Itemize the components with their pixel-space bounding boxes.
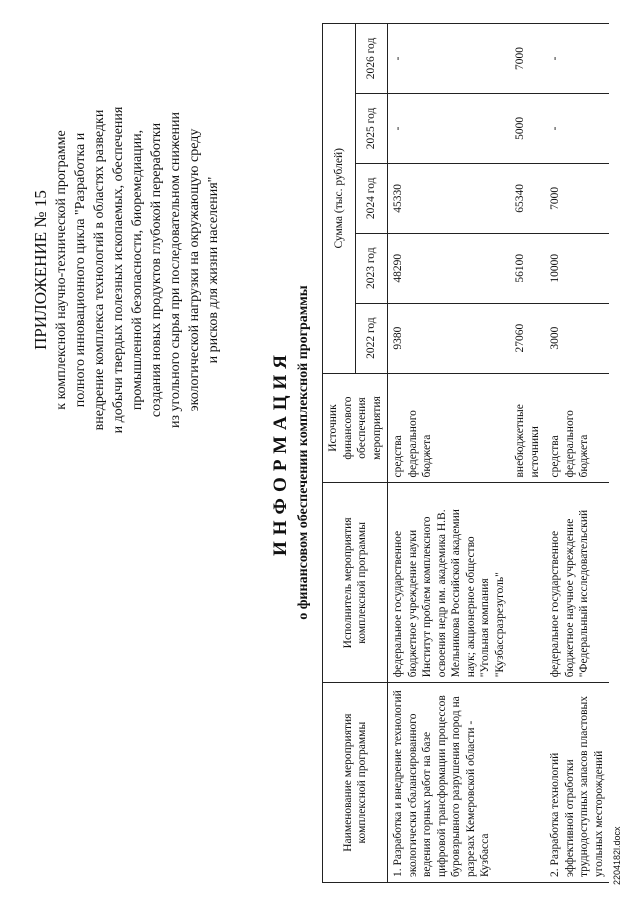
table-row xyxy=(510,24,545,883)
header-year: 2026 год xyxy=(355,24,388,94)
row-name: 2. Разработка технологий эффективной отработки труднодоступных запасов пластовых угольных месторождений xyxy=(545,683,609,883)
row-value: 56100 xyxy=(510,233,545,303)
financing-table xyxy=(322,23,609,883)
appendix-block xyxy=(30,10,223,530)
row-value: 10000 xyxy=(545,233,609,303)
row-value: 3000 xyxy=(545,303,609,373)
header-year: 2024 год xyxy=(355,163,388,233)
file-name-footer: 2204182l.docx xyxy=(612,826,622,885)
row-value: 45330 xyxy=(388,163,511,233)
row-source: средства федерального бюджета xyxy=(388,373,511,483)
row-value: 27060 xyxy=(510,303,545,373)
appendix-line: и рисков для жизни населения" xyxy=(206,176,221,364)
header-executor: Исполнитель мероприятия комплексной программы xyxy=(323,483,388,683)
appendix-line: промышленной безопасности, биоремедиации, xyxy=(130,129,145,411)
row-executor: федеральное государственное бюджетное учреждение науки Институт проблем комплексного освоения недр им. академика Н.В. Мельникова Российской академии наук; акционерное общество "Угольная компания "Кузбассразрезуголь" xyxy=(388,483,511,683)
header-year: 2023 год xyxy=(355,233,388,303)
row-value: - xyxy=(545,93,609,163)
row-value: - xyxy=(545,24,609,94)
appendix-line: к комплексной научно-технической программе xyxy=(54,130,69,410)
row-name xyxy=(510,683,545,883)
header-name: Наименование мероприятия комплексной программы xyxy=(323,683,388,883)
header-source: Источник финансового обеспечения мероприятия xyxy=(323,373,388,483)
appendix-line: внедрение комплекса технологий в областях разведки xyxy=(92,109,107,431)
row-value: - xyxy=(388,93,511,163)
appendix-number: ПРИЛОЖЕНИЕ № 15 xyxy=(31,190,50,350)
appendix-line: и добычи твердых полезных ископаемых, обеспечения xyxy=(111,106,126,434)
table-row xyxy=(388,24,511,883)
header-sum: Сумма (тыс. рублей) xyxy=(323,24,356,374)
table-row xyxy=(545,24,609,883)
row-name: 1. Разработка и внедрение технологий экологически сбалансированного ведения горных работ на базе цифровой трансформации процессов буровзрывного разрушения пород на разрезах Кемеровской области - Кузбасса xyxy=(388,683,511,883)
header-year: 2022 год xyxy=(355,303,388,373)
appendix-line: экологической нагрузки на окружающую среду xyxy=(187,128,202,412)
row-value: 7000 xyxy=(510,24,545,94)
row-value: - xyxy=(388,24,511,94)
row-source: внебюджетные источники xyxy=(510,373,545,483)
row-value: 48290 xyxy=(388,233,511,303)
row-value: 65340 xyxy=(510,163,545,233)
row-source: средства федерального бюджета xyxy=(545,373,609,483)
row-executor xyxy=(510,483,545,683)
appendix-line: создания новых продуктов глубокой переработки xyxy=(149,122,164,418)
row-value: 9380 xyxy=(388,303,511,373)
row-value: 5000 xyxy=(510,93,545,163)
appendix-line: полного инновационного цикла "Разработка и xyxy=(73,132,88,408)
table-header-row xyxy=(323,24,356,883)
document-subtitle: о финансовом обеспечении комплексной программы xyxy=(296,285,311,620)
document-title: ИНФОРМАЦИЯ xyxy=(270,348,291,557)
header-year: 2025 год xyxy=(355,93,388,163)
row-value: 7000 xyxy=(545,163,609,233)
row-executor: федеральное государственное бюджетное научное учреждение "Федеральный исследовательский xyxy=(545,483,609,683)
appendix-line: из угольного сырья при последовательном снижении xyxy=(168,111,183,429)
